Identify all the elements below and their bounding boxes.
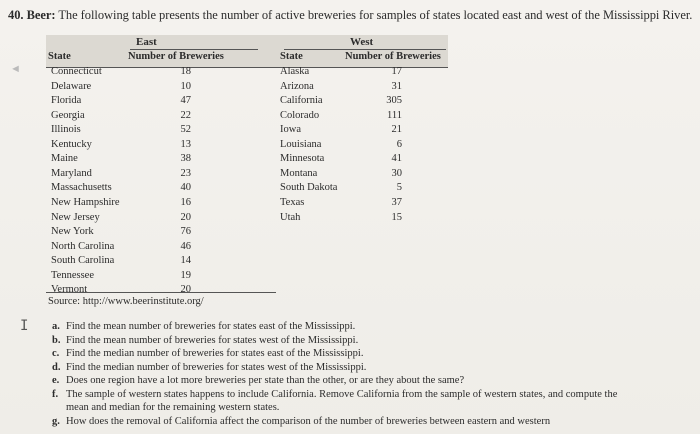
question-label: b. (52, 334, 61, 346)
east-count-cell: 47 (180, 95, 191, 107)
east-state-cell: New Jersey (51, 211, 100, 223)
east-state-cell: North Carolina (51, 240, 115, 252)
question-item (52, 374, 692, 388)
west-count-cell: 37 (391, 196, 402, 208)
east-count-cell: 22 (180, 109, 191, 121)
question-text: Find the mean number of breweries for states west of the Mississippi. (66, 334, 359, 346)
question-label: a. (52, 321, 60, 332)
question-item (52, 388, 692, 402)
east-count-cell: 16 (180, 196, 191, 208)
question-label: d. (52, 361, 61, 373)
east-state-cell: New Hampshire (51, 196, 120, 208)
question-text: Find the mean number of breweries for states east of the Mississippi. (66, 321, 356, 332)
text-cursor-icon: I (20, 318, 29, 334)
east-count-cell: 20 (180, 284, 191, 296)
east-state-cell: New York (51, 226, 94, 238)
question-text: Does one region have a lot more breweries per state than the other, or are they about the same? (66, 375, 465, 386)
west-state-cell: California (280, 95, 323, 107)
east-state-cell: Massachusetts (51, 182, 112, 194)
question-text: The sample of western states happens to include California. Remove California from the sample of western states, and compute the (66, 388, 618, 400)
east-count-cell: 40 (180, 182, 191, 194)
question-item (52, 401, 692, 415)
question-item (52, 415, 692, 429)
question-text: Find the median number of breweries for states east of the Mississippi. (66, 348, 364, 359)
east-state-cell: Tennessee (51, 269, 94, 281)
east-breweries-header: Number of Breweries (128, 51, 224, 62)
west-count-cell: 305 (386, 95, 402, 107)
east-count-cell: 19 (180, 269, 191, 281)
east-count-cell: 23 (180, 167, 191, 179)
question-text: Find the median number of breweries for states west of the Mississippi. (66, 361, 367, 373)
west-state-cell: South Dakota (280, 182, 338, 194)
east-state-cell: Delaware (51, 80, 92, 92)
margin-arrow-icon: ◄ (10, 63, 21, 75)
west-breweries-header: Number of Breweries (345, 51, 441, 62)
question-list (52, 320, 692, 428)
west-state-cell: Alaska (280, 66, 310, 77)
west-state-cell: Minnesota (280, 153, 325, 165)
east-state-cell: Florida (51, 95, 82, 107)
east-count-cell: 38 (180, 153, 191, 165)
west-state-cell: Colorado (280, 109, 320, 121)
question-label: e. (52, 375, 60, 386)
west-count-cell: 111 (387, 109, 402, 121)
west-count-cell: 5 (396, 182, 402, 194)
east-state-cell: Connecticut (51, 66, 102, 77)
east-state-cell: Maine (51, 153, 78, 165)
question-label: g. (52, 415, 60, 427)
west-state-cell: Louisiana (280, 138, 322, 150)
west-count-cell: 6 (396, 138, 402, 150)
west-region-label: West (350, 36, 374, 48)
east-state-cell: Vermont (51, 284, 88, 296)
east-state-cell: Maryland (51, 167, 92, 179)
question-item (52, 334, 692, 348)
west-count-cell: 15 (391, 211, 402, 223)
east-state-cell: Georgia (51, 109, 85, 121)
question-item (52, 320, 692, 334)
east-underline (130, 49, 258, 50)
east-count-cell: 10 (180, 80, 191, 92)
problem-header (8, 8, 692, 23)
west-state-header: State (280, 51, 303, 62)
question-item (52, 361, 692, 375)
problem-title: Beer: (26, 8, 56, 22)
west-state-cell: Iowa (280, 124, 301, 136)
east-count-cell: 52 (180, 124, 191, 136)
problem-text: The following table presents the number of active breweries for samples of states located east and west of the Mississippi River. (58, 8, 693, 22)
east-count-cell: 76 (180, 226, 191, 238)
east-count-cell: 18 (180, 66, 191, 77)
breweries-table (44, 32, 449, 294)
west-count-cell: 21 (391, 124, 402, 136)
west-state-cell: Arizona (280, 80, 314, 92)
question-text: mean and median for the remaining western states. (66, 402, 280, 413)
table-source: Source: http://www.beerinstitute.org/ (48, 296, 204, 307)
west-underline (284, 49, 446, 50)
east-region-label: East (136, 36, 157, 48)
question-label: f. (52, 388, 59, 400)
east-state-header: State (48, 51, 71, 62)
east-count-cell: 46 (180, 240, 191, 252)
west-count-cell: 41 (391, 153, 402, 165)
west-state-cell: Utah (280, 211, 301, 223)
west-count-cell: 17 (391, 66, 402, 77)
question-label: c. (52, 348, 60, 359)
problem-number: 40. (8, 8, 24, 22)
west-state-cell: Montana (280, 167, 318, 179)
east-count-cell: 14 (180, 255, 191, 267)
question-text: How does the removal of California affect the comparison of the number of breweries between eastern and western (66, 415, 551, 427)
east-state-cell: Kentucky (51, 138, 92, 150)
west-count-cell: 30 (391, 167, 402, 179)
east-count-cell: 13 (180, 138, 191, 150)
east-state-cell: Illinois (51, 124, 81, 136)
east-state-cell: South Carolina (51, 255, 115, 267)
west-count-cell: 31 (391, 80, 402, 92)
east-count-cell: 20 (180, 211, 191, 223)
west-state-cell: Texas (280, 196, 305, 208)
question-item (52, 347, 692, 361)
